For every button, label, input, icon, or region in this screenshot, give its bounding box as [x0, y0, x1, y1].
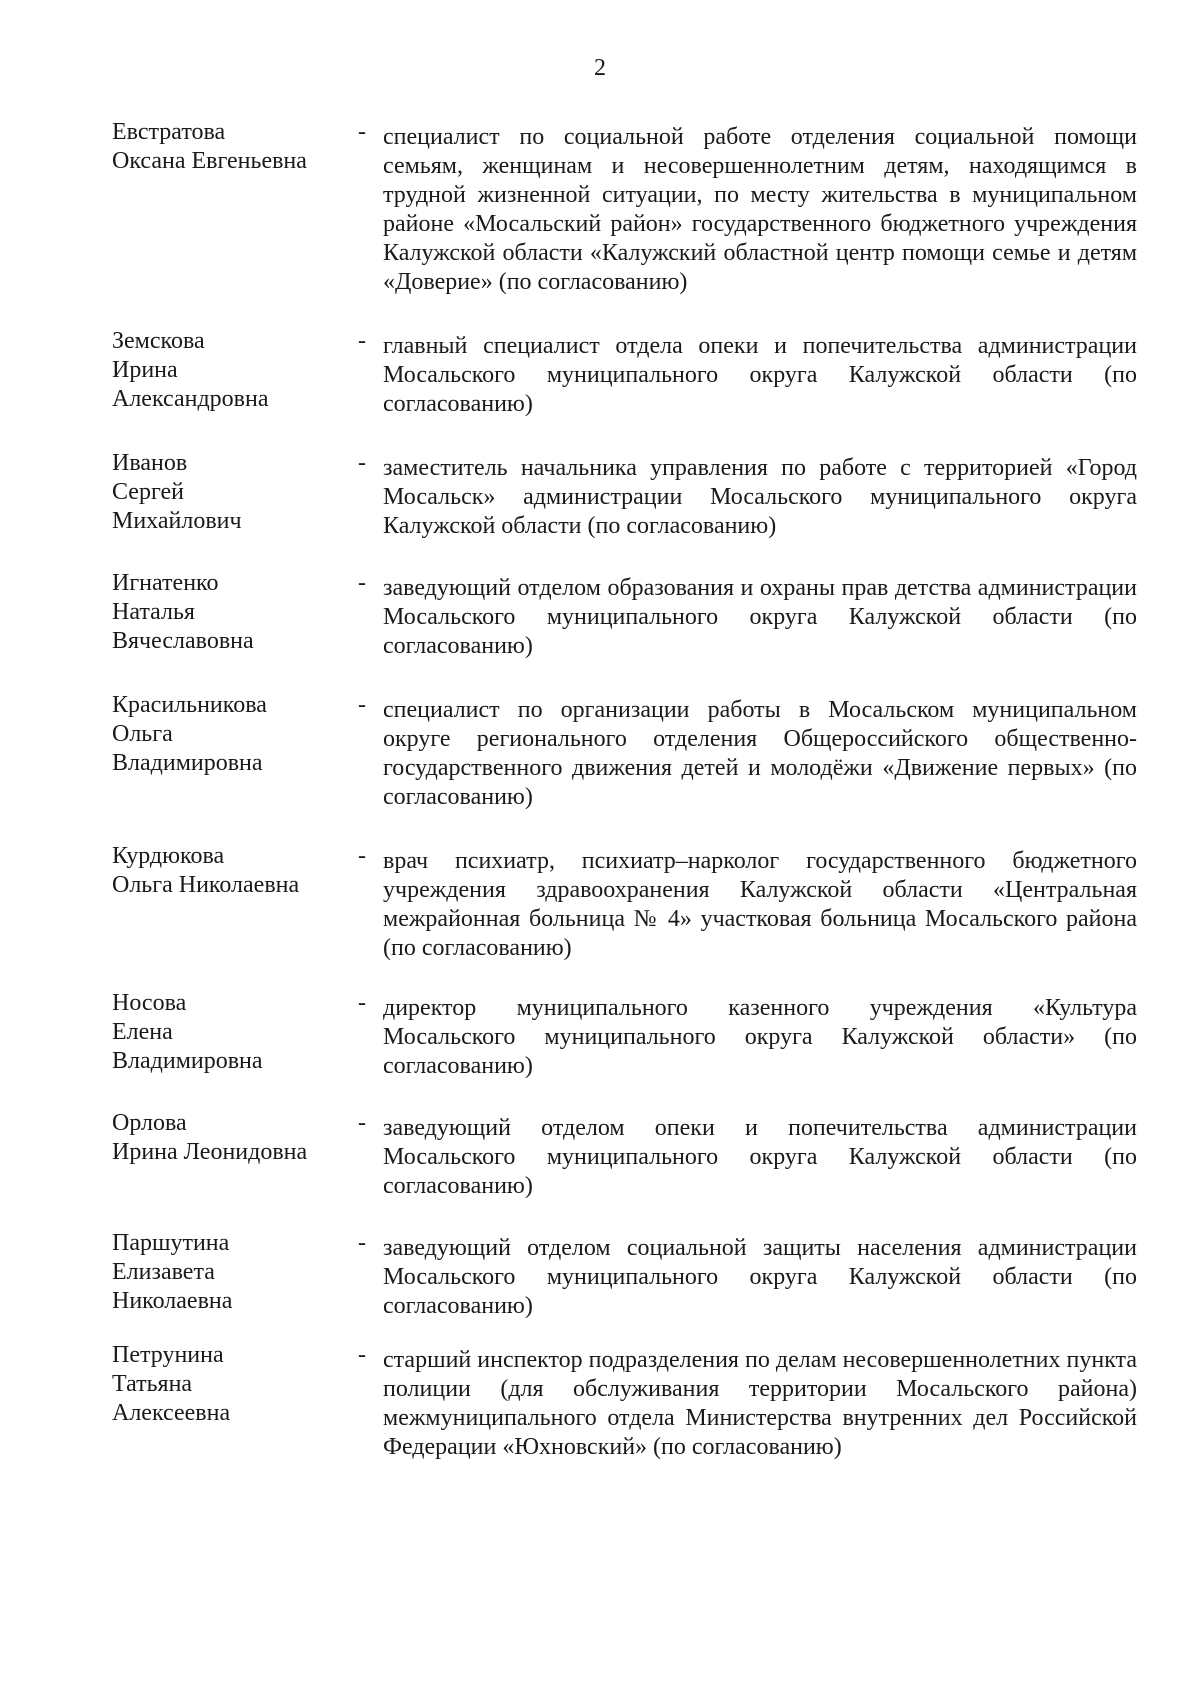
member-row	[112, 327, 1137, 419]
member-dash: -	[358, 843, 366, 869]
member-row	[112, 989, 1137, 1081]
member-row	[112, 449, 1137, 541]
member-row	[112, 1229, 1137, 1321]
member-position: специалист по социальной работе отделения социальной помощи семьям, женщинам и несовершеннолетним детям, находящимся в трудной жизненной ситуации, по месту жительства в муниципальном районе «Мосальский район» государственного бюджетного учреждения Калужской области «Калужский областной центр помощи семье и детям «Доверие» (по согласованию)	[383, 124, 1137, 295]
page-number: 2	[594, 55, 606, 81]
member-list	[112, 118, 1137, 1462]
member-dash: -	[358, 570, 366, 596]
member-dash: -	[358, 1342, 366, 1368]
member-position: заведующий отделом образования и охраны прав детства администрации Мосальского муниципального округа Калужской области (по согласованию)	[383, 575, 1137, 659]
member-position: специалист по организации работы в Мосальском муниципальном округе регионального отделения Общероссийского общественно-государственного движения детей и молодёжи «Движение первых» (по согласованию)	[383, 697, 1137, 810]
member-dash: -	[358, 990, 366, 1016]
member-dash: -	[358, 1230, 366, 1256]
member-dash: -	[358, 692, 366, 718]
member-name: Игнатенко Наталья Вячеславовна	[112, 570, 254, 654]
member-position: врач психиатр, психиатр–нарколог государственного бюджетного учреждения здравоохранения Калужской области «Центральная межрайонная больница № 4» участковая больница Мосальского района (по согласованию)	[383, 848, 1137, 961]
member-row	[112, 1341, 1137, 1462]
member-dash: -	[358, 1110, 366, 1136]
member-position: старший инспектор подразделения по делам несовершеннолетних пункта полиции (для обслуживания территории Мосальского района) межмуниципального отдела Министерства внутренних дел Российской Федерации «Юхновский» (по согласованию)	[383, 1347, 1137, 1460]
member-position: заместитель начальника управления по работе с территорией «Город Мосальск» администрации Мосальского муниципального округа Калужской области (по согласованию)	[383, 455, 1137, 539]
member-dash: -	[358, 328, 366, 354]
member-row	[112, 691, 1137, 812]
member-name: Евстратова Оксана Евгеньевна	[112, 119, 307, 174]
member-name: Паршутина Елизавета Николаевна	[112, 1230, 233, 1314]
member-row	[112, 1109, 1137, 1201]
member-position: директор муниципального казенного учреждения «Культура Мосальского муниципального округа Калужской области» (по согласованию)	[383, 995, 1137, 1079]
member-name: Носова Елена Владимировна	[112, 990, 263, 1074]
member-name: Петрунина Татьяна Алексеевна	[112, 1342, 231, 1426]
member-name: Красильникова Ольга Владимировна	[112, 692, 267, 776]
member-position: заведующий отделом опеки и попечительства администрации Мосальского муниципального округа Калужской области (по согласованию)	[383, 1115, 1137, 1199]
member-name: Курдюкова Ольга Николаевна	[112, 843, 300, 898]
member-dash: -	[358, 450, 366, 476]
member-row	[112, 118, 1137, 297]
member-position: заведующий отделом социальной защиты населения администрации Мосальского муниципального округа Калужской области (по согласованию)	[383, 1235, 1137, 1319]
member-name: Земскова Ирина Александровна	[112, 328, 269, 412]
member-dash: -	[358, 119, 366, 145]
member-position: главный специалист отдела опеки и попечительства администрации Мосальского муниципального округа Калужской области (по согласованию)	[383, 333, 1137, 417]
member-row	[112, 569, 1137, 661]
member-row	[112, 842, 1137, 963]
member-name: Иванов Сергей Михайлович	[112, 450, 242, 534]
member-name: Орлова Ирина Леонидовна	[112, 1110, 308, 1165]
